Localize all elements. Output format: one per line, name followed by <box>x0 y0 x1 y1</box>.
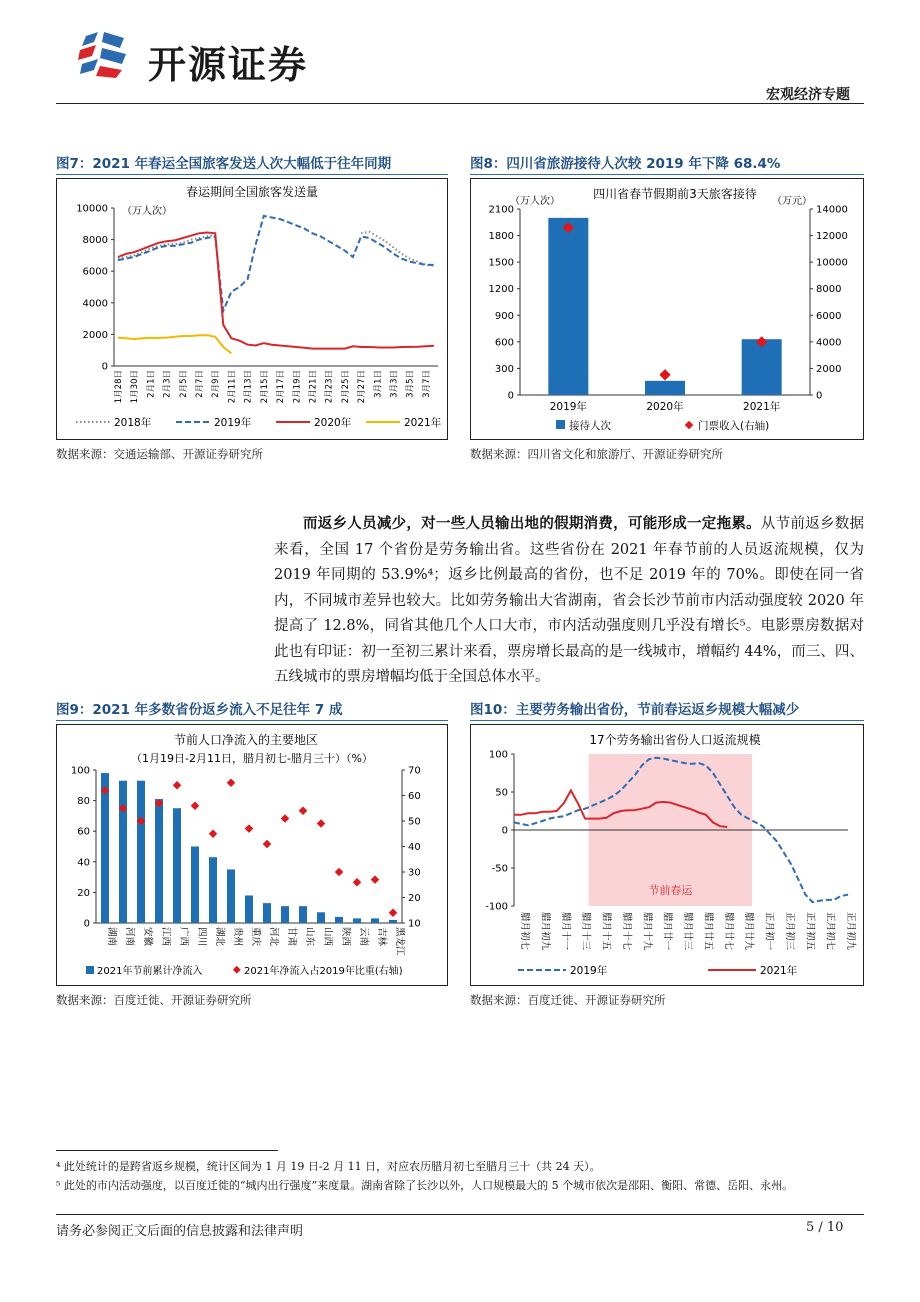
fig10-xtick-label: 腊月十三 <box>580 912 592 951</box>
fig7-ytick-label: 0 <box>101 361 108 373</box>
fig7-chart <box>56 178 448 440</box>
fig8-ytick-label-right: 6000 <box>816 310 842 322</box>
fig7-rule <box>56 174 448 175</box>
fig7-xtick-label: 2月27日 <box>357 370 368 404</box>
fig7-xtick-label: 2月25日 <box>340 370 351 404</box>
fig9-ytick-label-left: 20 <box>77 887 90 899</box>
fig10-ytick-label: -50 <box>491 863 508 875</box>
fig9-bar <box>281 906 289 923</box>
fig8-bar <box>742 339 782 395</box>
fig8-legend-bar-label: 接待人次 <box>569 420 611 432</box>
fig8-ytick-label-right: 10000 <box>816 257 848 269</box>
fig7-xtick-label: 2月23日 <box>324 370 335 404</box>
fig7-xtick-label: 2月7日 <box>195 370 206 398</box>
fig10-xtick-label: 正月初九 <box>845 912 856 951</box>
fig10-chart-title: 17个劳务输出省份人口返流规模 <box>589 733 761 747</box>
fig7-legend-label: 2018年 <box>114 417 152 429</box>
fig9-bar <box>371 918 379 923</box>
body-text: 从节前返乡数据来看，全国 17 个省份是劳务输出省。这些省份在 2021 年春节前的人员返流规模，仅为 2019 年同期的 53.9%⁴；返乡比例最高的省份，也不足 2019 年的 70%。即使在同一省内，不同城市差异也较大。比如劳务输出大省湖南，省会长沙节前市内活动强度较 2020 年提高了 12.8%，同省其他几个人口大市，市内活动强度则几乎没有增长⁵。电影票房数据对此也有印证：初一至初三累计来看，票房增长最高的是一线城市，增幅约 44%，而三、四、五线城市的票房增幅均低于全国总体水平。 <box>274 516 865 685</box>
fig9-bar <box>227 869 235 923</box>
fig10-chart <box>470 724 864 986</box>
fig9-ytick-label-left: 0 <box>83 918 90 930</box>
fig7-xtick-label: 3月5日 <box>405 370 416 398</box>
body-paragraph <box>274 512 864 691</box>
fig9-bar <box>173 808 181 923</box>
fig10-ytick-label: 100 <box>488 749 508 761</box>
fig7-xtick-label: 3月1日 <box>373 370 384 398</box>
fig9-bar <box>245 895 253 923</box>
fig7-ytick-label: 2000 <box>82 329 108 341</box>
fig9-bar <box>209 857 217 923</box>
fig7-xtick-label: 3月3日 <box>389 370 400 398</box>
fig10-xtick-label: 腊月初九 <box>539 912 551 951</box>
fig9-bar <box>335 917 343 923</box>
fig9-xtick-label: 河北 <box>268 927 279 947</box>
fig9-ytick-label-right: 30 <box>408 867 421 879</box>
footer-page-number: 5 / 10 <box>806 1220 844 1235</box>
fig8-chart-title: 四川省春节假期前3天旅客接待 <box>593 187 757 201</box>
fig7-legend-label: 2020年 <box>314 417 352 429</box>
footer-disclaimer: 请务必参阅正文后面的信息披露和法律声明 <box>56 1224 304 1239</box>
fig9-chart-title: 节前人口净流入的主要地区 <box>173 733 319 747</box>
fig9-xtick-label: 湖北 <box>214 927 225 947</box>
fig8-ytick-label-left: 300 <box>494 363 514 375</box>
fig10-legend-label: 2019年 <box>570 965 608 977</box>
fig7-xtick-label: 2月9日 <box>211 370 222 398</box>
fig9-ytick-label-right: 40 <box>408 842 421 853</box>
fig9-rule <box>56 720 448 721</box>
fig10-xtick-label: 正月初一 <box>763 912 775 951</box>
fig9-xtick-label: 吉林 <box>376 927 387 947</box>
fig8-bar <box>548 218 588 395</box>
fig9-xtick-label: 重庆 <box>250 927 261 947</box>
fig8-ytick-label-right: 8000 <box>816 284 842 296</box>
fig8-ytick-label-right: 14000 <box>816 204 848 216</box>
header-rule <box>56 103 864 104</box>
footer-rule <box>56 1214 864 1215</box>
footnote-4: ⁴ 此处统计的是跨省返乡规模，统计区间为 1 月 19 日-2 月 11 日，对应农历腊月初七至腊月三十（共 24 天）。 <box>56 1160 601 1173</box>
fig9-xtick-label: 甘肃 <box>286 927 297 947</box>
fig8-legend-marker-label: 门票收入(右轴) <box>698 420 770 432</box>
fig9-xtick-label: 黑龙江 <box>394 927 405 956</box>
fig8-chart <box>470 178 864 440</box>
fig9-bar <box>137 781 145 923</box>
fig8-ytick-label-left: 1500 <box>488 257 514 269</box>
fig9-ytick-label-right: 70 <box>408 765 421 777</box>
fig9-ytick-label-right: 20 <box>408 893 421 904</box>
fig9-bar <box>119 781 127 923</box>
fig9-xtick-label: 山西 <box>322 927 333 947</box>
fig9-chart <box>56 724 448 986</box>
fig9-ytick-label-left: 80 <box>77 796 90 808</box>
fig7-xtick-label: 3月7日 <box>421 370 432 398</box>
fig10-xtick-label: 腊月廿七 <box>722 912 734 951</box>
fig9-xtick-label: 广西 <box>178 927 189 947</box>
fig10-ytick-label: 0 <box>501 825 508 837</box>
fig8-ytick-label-left: 0 <box>507 390 514 402</box>
fig8-ytick-label-left: 1200 <box>488 284 514 296</box>
fig9-legend-marker-label: 2021年净流入占2019年比重(右轴) <box>244 966 403 977</box>
footnote-5: ⁵ 此处的市内活动强度，以百度迁徙的“城内出行强度”来度量。湖南省除了长沙以外，人口规模最大的 5 个城市依次是邵阳、衡阳、常德、岳阳、永州。 <box>56 1179 794 1192</box>
fig9-legend-bar-swatch <box>86 966 94 974</box>
fig10-xtick-label: 腊月十一 <box>559 912 571 951</box>
fig7-ylabel: （万人次） <box>122 206 172 217</box>
fig8-title: 图8：四川省旅游接待人次较 2019 年下降 68.4% <box>470 156 781 172</box>
fig7-xtick-label: 2月21日 <box>308 370 319 404</box>
fig8-ytick-label-left: 600 <box>494 337 514 349</box>
fig9-ytick-label-right: 60 <box>408 791 421 802</box>
fig10-xtick-label: 腊月廿一 <box>661 912 673 951</box>
fig8-xtick-label: 2021年 <box>743 401 781 413</box>
fig8-legend-bar-swatch <box>556 420 565 429</box>
fig8-xtick-label: 2020年 <box>646 401 684 413</box>
fig7-xtick-label: 2月15日 <box>259 370 270 404</box>
fig7-title: 图7：2021 年春运全国旅客发送人次大幅低于往年同期 <box>56 156 392 172</box>
fig9-bar <box>299 906 307 923</box>
fig8-rule <box>470 174 864 175</box>
fig10-xtick-label: 正月初五 <box>804 912 816 951</box>
fig9-bar <box>191 847 199 924</box>
fig10-ytick-label: -100 <box>485 901 508 913</box>
fig9-title: 图9：2021 年多数省份返乡流入不足往年 7 成 <box>56 702 343 718</box>
fig9-chart-subtitle: （1月19日-2月11日，腊月初七-腊月三十）（%） <box>131 752 373 765</box>
fig7-xtick-label: 2月13日 <box>243 370 254 404</box>
logo-icon <box>76 28 136 80</box>
body-lead: 而返乡人员减少，对一些人员输出地的假期消费，可能形成一定拖累。 <box>303 516 761 532</box>
fig9-bar <box>155 799 163 923</box>
fig9-xtick-label: 四川 <box>196 927 207 947</box>
fig9-xtick-label: 河南 <box>124 927 135 947</box>
fig7-xtick-label: 2月19日 <box>292 370 303 404</box>
brand-name: 开源证券 <box>148 43 309 87</box>
fig9-bar <box>389 920 397 923</box>
fig9-ytick-label-right: 10 <box>408 918 421 930</box>
fig10-legend-label: 2021年 <box>760 965 798 977</box>
brand-logo <box>76 28 136 80</box>
fig8-ytick-label-right: 12000 <box>816 231 848 243</box>
fig8-bar <box>645 381 685 395</box>
fig10-ytick-label: 50 <box>495 787 508 799</box>
fig8-ylabel-left: （万人次） <box>510 196 560 207</box>
fig10-xtick-label: 正月初三 <box>783 912 795 951</box>
fig9-ytick-label-right: 50 <box>408 816 421 828</box>
fig8-ytick-label-right: 2000 <box>816 363 842 375</box>
fig8-ytick-label-left: 1800 <box>488 231 514 243</box>
fig10-xtick-label: 腊月廿三 <box>682 912 693 951</box>
fig7-xtick-label: 2月1日 <box>146 370 157 398</box>
fig10-xtick-label: 腊月十七 <box>620 912 632 951</box>
fig9-ytick-label-left: 60 <box>77 826 90 838</box>
footnote-rule <box>56 1150 278 1151</box>
fig8-ylabel-right: （万元） <box>772 196 812 207</box>
fig7-chart-title: 春运期间全国旅客发送量 <box>185 185 319 199</box>
fig7-xtick-label: 2月11日 <box>227 370 238 404</box>
fig8-ytick-label-left: 2100 <box>488 204 514 216</box>
fig10-xtick-label: 腊月廿五 <box>702 912 714 951</box>
fig7-xtick-label: 2月3日 <box>162 370 173 398</box>
fig8-ytick-label-left: 900 <box>494 310 514 322</box>
fig7-source: 数据来源：交通运输部、开源证券研究所 <box>56 447 263 461</box>
fig9-xtick-label: 陕西 <box>340 927 351 947</box>
fig9-xtick-label: 贵州 <box>232 927 243 947</box>
fig9-ytick-label-left: 100 <box>70 765 90 777</box>
fig9-xtick-label: 安徽 <box>142 927 153 947</box>
fig7-legend-label: 2019年 <box>214 417 252 429</box>
fig9-bar <box>101 773 109 923</box>
fig9-bar <box>263 903 271 923</box>
fig9-xtick-label: 湖南 <box>106 927 117 947</box>
fig8-source: 数据来源：四川省文化和旅游厅、开源证券研究所 <box>470 447 723 461</box>
fig7-ytick-label: 4000 <box>82 298 108 310</box>
fig8-ytick-label-right: 0 <box>816 390 823 402</box>
fig7-ytick-label: 10000 <box>76 203 108 215</box>
section-title: 宏观经济专题 <box>766 87 850 103</box>
fig9-bar <box>317 912 325 923</box>
fig8-ytick-label-right: 4000 <box>816 337 842 349</box>
fig7-xtick-label: 1月30日 <box>130 370 141 404</box>
fig10-xtick-label: 腊月初七 <box>519 912 530 951</box>
fig7-xtick-label: 1月28日 <box>114 370 124 404</box>
fig9-source: 数据来源：百度迁徙、开源证券研究所 <box>56 993 252 1007</box>
fig9-bar <box>353 918 361 923</box>
fig7-legend-label: 2021年 <box>404 417 442 429</box>
fig10-xtick-label: 腊月十九 <box>641 912 653 951</box>
fig10-source: 数据来源：百度迁徙、开源证券研究所 <box>470 993 666 1007</box>
fig9-xtick-label: 云南 <box>358 927 369 947</box>
fig10-title: 图10：主要劳务输出省份，节前春运返乡规模大幅减少 <box>470 702 800 718</box>
fig7-ytick-label: 8000 <box>82 235 108 247</box>
fig10-rule <box>470 720 864 721</box>
fig9-ytick-label-left: 40 <box>77 857 90 869</box>
fig9-xtick-label: 山东 <box>304 927 315 947</box>
fig10-shade-label: 节前春运 <box>648 884 693 897</box>
fig10-xtick-label: 腊月十五 <box>600 912 612 951</box>
fig9-legend-bar-label: 2021年节前累计净流入 <box>97 966 203 977</box>
fig7-ytick-label: 6000 <box>82 266 108 278</box>
fig10-xtick-label: 腊月廿九 <box>743 912 755 951</box>
fig10-xtick-label: 正月初七 <box>824 912 836 951</box>
fig7-xtick-label: 2月17日 <box>276 370 287 404</box>
fig8-xtick-label: 2019年 <box>549 401 587 413</box>
fig9-xtick-label: 江西 <box>160 927 171 947</box>
fig7-xtick-label: 2月5日 <box>178 370 189 398</box>
